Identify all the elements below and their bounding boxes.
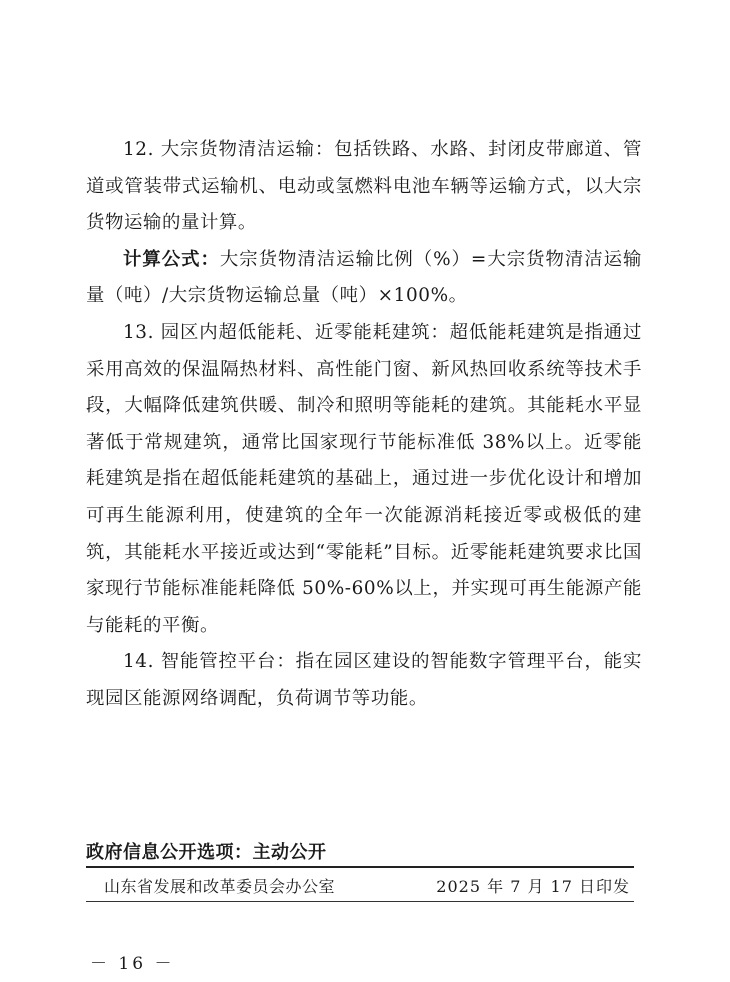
- issuer-office: 山东省发展和改革委员会办公室: [104, 877, 336, 896]
- paragraph-formula: [86, 242, 642, 315]
- disclosure-option: 政府信息公开选项：主动公开: [86, 842, 327, 863]
- page-number: － 16 －: [90, 954, 175, 974]
- paragraph-13: 13. 园区内超低能耗、近零能耗建筑：超低能耗建筑是指通过采用高效的保温隔热材料、高性能门窗、新风热回收系统等技术手段，大幅降低建筑供暖、制冷和照明等能耗的建筑。其能耗水平显著低于常规建筑，通常比国家现行节能标准低 38%以上。近零能耗建筑是指在超低能耗建筑的基础上，通过进一步优化设计和增加可再生能源利用，使建筑的全年一次能源消耗接近零或极低的建筑，其能耗水平接近或达到“零能耗”目标。近零能耗建筑要求比国家现行节能标准能耗降低 50%-60%以上，并实现可再生能源产能与能耗的平衡。: [86, 321, 642, 636]
- paragraph-14: 14. 智能管控平台：指在园区建设的智能数字管理平台，能实现园区能源网络调配，负荷调节等功能。: [86, 651, 642, 709]
- formula-text: 大宗货物清洁运输比例（%）=大宗货物清洁运输量（吨）/大宗货物运输总量（吨）×100%。: [86, 248, 642, 307]
- document-body: [86, 132, 642, 718]
- footer-bottom-rule: [86, 901, 634, 902]
- footer-top-rule: [86, 866, 634, 868]
- formula-label: 计算公式：: [123, 248, 220, 270]
- paragraph-12: 12. 大宗货物清洁运输：包括铁路、水路、封闭皮带廊道、管道或管装带式运输机、电动或氢燃料电池车辆等运输方式，以大宗货物运输的量计算。: [86, 139, 642, 234]
- issue-date: 2025 年 7 月 17 日印发: [436, 877, 630, 896]
